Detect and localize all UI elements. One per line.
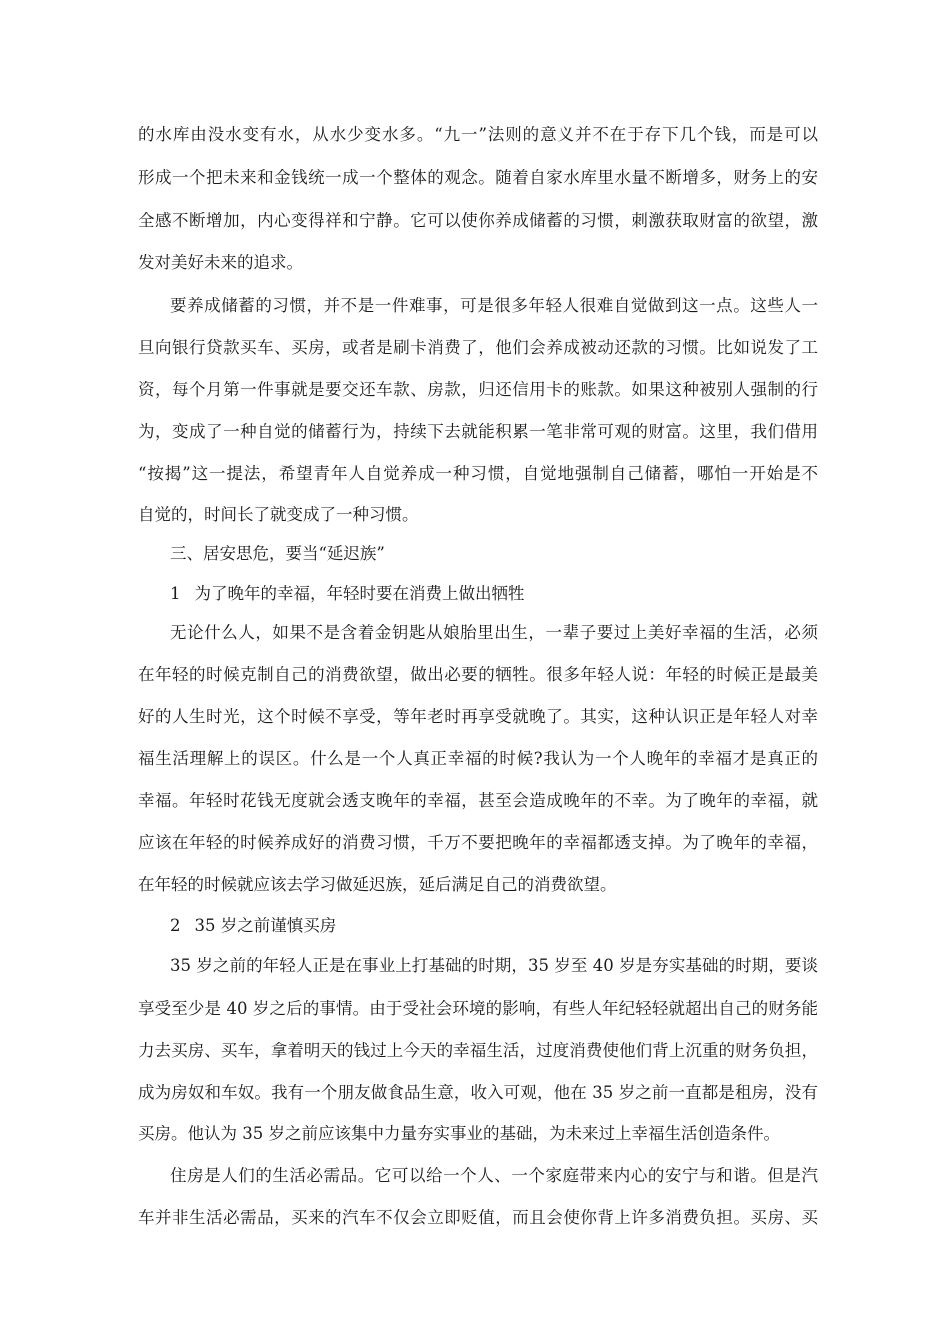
paragraph-line: 全感不断增加，内心变得祥和宁静。它可以使你养成储蓄的习惯，刺激获取财富的欲望，激 <box>138 211 818 230</box>
paragraph-line: 力去买房、买车，拿着明天的钱过上今天的幸福生活，过度消费使他们背上沉重的财务负担， <box>138 1041 818 1060</box>
paragraph-line: 幸福。年轻时花钱无度就会透支晚年的幸福，甚至会造成晚年的不幸。为了晚年的幸福，就 <box>138 791 818 810</box>
subheading <box>170 586 818 603</box>
paragraph-line: 在年轻的时候就应该去学习做延迟族，延后满足自己的消费欲望。 <box>138 875 617 894</box>
paragraph-line: 买房。他认为 35 岁之前应该集中力量夯实事业的基础，为未来过上幸福生活创造条件。 <box>138 1124 780 1143</box>
paragraph-line: 形成一个把未来和金钱统一成一个整体的观念。随着自家水库里水量不断增多，财务上的安 <box>138 168 818 187</box>
paragraph-line: “按揭”这一提法，希望青年人自觉养成一种习惯，自觉地强制自己储蓄，哪怕一开始是不 <box>138 464 818 483</box>
subheading-text: 为了晚年的幸福，年轻时要在消费上做出牺牲 <box>194 584 525 603</box>
paragraph-line: 福生活理解上的误区。什么是一个人真正幸福的时候?我认为一个人晚年的幸福才是真正的 <box>138 749 818 768</box>
paragraph-line: 要养成储蓄的习惯，并不是一件难事，可是很多年轻人很难自觉做到这一点。这些人一 <box>170 296 818 315</box>
subheading-text: 35 岁之前谨慎买房 <box>194 916 337 935</box>
subheading-number: 1 <box>170 584 181 603</box>
paragraph-line: 住房是人们的生活必需品。它可以给一个人、一个家庭带来内心的安宁与和谐。但是汽 <box>170 1166 818 1185</box>
paragraph-line: 在年轻的时候克制自己的消费欲望，做出必要的牺牲。很多年轻人说：年轻的时候正是最美 <box>138 665 818 684</box>
section-heading: 三、居安思危，要当“延迟族” <box>170 544 385 563</box>
paragraph-line: 35 岁之前的年轻人正是在事业上打基础的时期，35 岁至 40 岁是夯实基础的时期，要谈 <box>170 956 818 975</box>
paragraph-line: 资，每个月第一件事就是要交还车款、房款，归还信用卡的账款。如果这种被别人强制的行 <box>138 380 818 399</box>
subheading <box>170 918 818 935</box>
paragraph-line: 发对美好未来的追求。 <box>138 253 303 272</box>
subheading-number: 2 <box>170 916 181 935</box>
paragraph-line: 无论什么人，如果不是含着金钥匙从娘胎里出生，一辈子要过上美好幸福的生活，必须 <box>170 623 818 642</box>
paragraph-line: 好的人生时光，这个时候不享受，等年老时再享受就晚了。其实，这种认识正是年轻人对幸 <box>138 707 818 726</box>
paragraph-line: 车并非生活必需品，买来的汽车不仅会立即贬值，而且会使你背上许多消费负担。买房、买 <box>138 1208 818 1227</box>
paragraph-line: 应该在年轻的时候养成好的消费习惯，千万不要把晚年的幸福都透支掉。为了晚年的幸福， <box>138 833 818 852</box>
paragraph-line: 旦向银行贷款买车、买房，或者是刷卡消费了，他们会养成被动还款的习惯。比如说发了工 <box>138 338 818 357</box>
paragraph-line: 成为房奴和车奴。我有一个朋友做食品生意，收入可观，他在 35 岁之前一直都是租房，没有 <box>138 1083 818 1102</box>
paragraph-line: 享受至少是 40 岁之后的事情。由于受社会环境的影响，有些人年纪轻轻就超出自己的财务能 <box>138 999 818 1018</box>
paragraph-line: 为，变成了一种自觉的储蓄行为，持续下去就能积累一笔非常可观的财富。这里，我们借用 <box>138 422 818 441</box>
paragraph-line: 的水库由没水变有水，从水少变水多。“九一”法则的意义并不在于存下几个钱，而是可以 <box>138 125 818 144</box>
paragraph-line: 自觉的，时间长了就变成了一种习惯。 <box>138 505 419 524</box>
